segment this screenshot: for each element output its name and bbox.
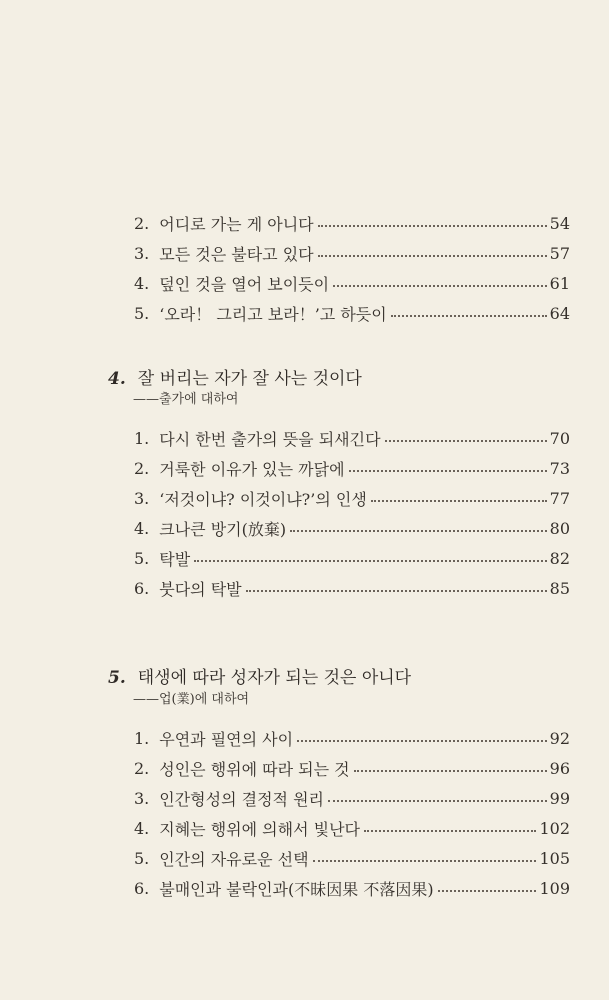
entry-title: 붓다의 탁발 [159, 579, 242, 599]
toc-entry[interactable] [134, 783, 570, 813]
toc-entry[interactable] [134, 723, 570, 753]
dot-leader [313, 860, 537, 862]
entry-title: 크나큰 방기(放棄) [159, 519, 287, 539]
toc-entry[interactable] [134, 238, 570, 268]
section-title: 태생에 따라 성자가 되는 것은 아니다 [137, 668, 412, 688]
entry-page: 96 [549, 758, 570, 778]
dot-leader [364, 830, 536, 832]
dot-leader [194, 560, 546, 562]
toc-entry[interactable] [134, 483, 570, 513]
entry-page: 102 [539, 818, 570, 838]
entry-page: 85 [549, 578, 570, 598]
entry-number: 4. [134, 273, 150, 293]
dot-leader [371, 500, 547, 502]
entry-title: 모든 것은 불타고 있다 [159, 244, 314, 264]
toc-entry[interactable] [134, 298, 570, 328]
entry-page: 70 [549, 428, 570, 448]
dot-leader [349, 470, 547, 472]
dot-leader [385, 440, 547, 442]
entry-page: 61 [549, 273, 570, 293]
entry-title: ‘저것이냐? 이것이냐?’의 인생 [159, 489, 367, 509]
entry-page: 82 [549, 548, 570, 568]
entry-page: 54 [549, 213, 570, 233]
entry-number: 2. [134, 213, 150, 233]
entry-title: 인간의 자유로운 선택 [159, 849, 309, 869]
toc-entry[interactable] [134, 843, 570, 873]
entry-number: 4. [134, 818, 150, 838]
entry-page: 99 [549, 788, 570, 808]
section-number: 5. [108, 668, 126, 688]
toc-entry[interactable] [134, 813, 570, 843]
entry-page: 57 [549, 243, 570, 263]
entry-number: 5. [134, 303, 150, 323]
entry-number: 5. [134, 548, 150, 568]
toc-entry[interactable] [134, 753, 570, 783]
entry-number: 1. [134, 428, 150, 448]
section-title: 잘 버리는 자가 잘 사는 것이다 [137, 369, 362, 389]
toc-entry[interactable] [134, 268, 570, 298]
section-subtitle: ——출가에 대하여 [133, 392, 239, 407]
entry-page: 109 [539, 878, 570, 898]
dot-leader [297, 740, 547, 742]
dot-leader [333, 285, 547, 287]
dot-leader [318, 225, 547, 227]
entry-title: 다시 한번 출가의 뜻을 되새긴다 [159, 429, 381, 449]
entry-title: 불매인과 불락인과(不昧因果 不落因果) [159, 879, 434, 899]
toc-entry[interactable] [134, 573, 570, 603]
entry-title: 인간형성의 결정적 원리 [159, 789, 324, 809]
toc-entry[interactable] [134, 873, 570, 903]
entry-page: 92 [549, 728, 570, 748]
entry-number: 3. [134, 243, 150, 263]
entry-page: 73 [549, 458, 570, 478]
toc-entry[interactable] [134, 208, 570, 238]
section-subtitle: ——업(業)에 대하여 [133, 692, 250, 707]
dot-leader [391, 315, 547, 317]
entry-number: 3. [134, 788, 150, 808]
entry-title: 우연과 필연의 사이 [159, 729, 294, 749]
entry-page: 80 [549, 518, 570, 538]
toc-entry[interactable] [134, 453, 570, 483]
entry-page: 64 [549, 303, 570, 323]
dot-leader [290, 530, 547, 532]
entry-number: 2. [134, 758, 150, 778]
entry-page: 105 [539, 848, 570, 868]
toc-entry[interactable] [134, 543, 570, 573]
entry-title: 지혜는 행위에 의해서 빛난다 [159, 819, 360, 839]
entry-number: 6. [134, 578, 150, 598]
dot-leader [246, 590, 547, 592]
dot-leader [438, 890, 537, 892]
entry-page: 77 [549, 488, 570, 508]
entry-number: 6. [134, 878, 150, 898]
dot-leader [318, 255, 547, 257]
section-number: 4. [108, 369, 126, 389]
entry-number: 2. [134, 458, 150, 478]
entry-number: 1. [134, 728, 150, 748]
dot-leader [354, 770, 547, 772]
entry-number: 5. [134, 848, 150, 868]
entry-title: 탁발 [159, 549, 191, 569]
section-heading[interactable] [108, 663, 411, 691]
entry-number: 4. [134, 518, 150, 538]
entry-title: 성인은 행위에 따라 되는 것 [159, 759, 350, 779]
entry-title: 덮인 것을 열어 보이듯이 [159, 274, 330, 294]
toc-entry[interactable] [134, 513, 570, 543]
entry-number: 3. [134, 488, 150, 508]
toc-entry[interactable] [134, 423, 570, 453]
entry-title: 거룩한 이유가 있는 까닭에 [159, 459, 345, 479]
entry-title: ‘오라！ 그리고 보라！’고 하듯이 [159, 304, 387, 324]
dot-leader [328, 800, 547, 802]
entry-title: 어디로 가는 게 아니다 [159, 214, 314, 234]
